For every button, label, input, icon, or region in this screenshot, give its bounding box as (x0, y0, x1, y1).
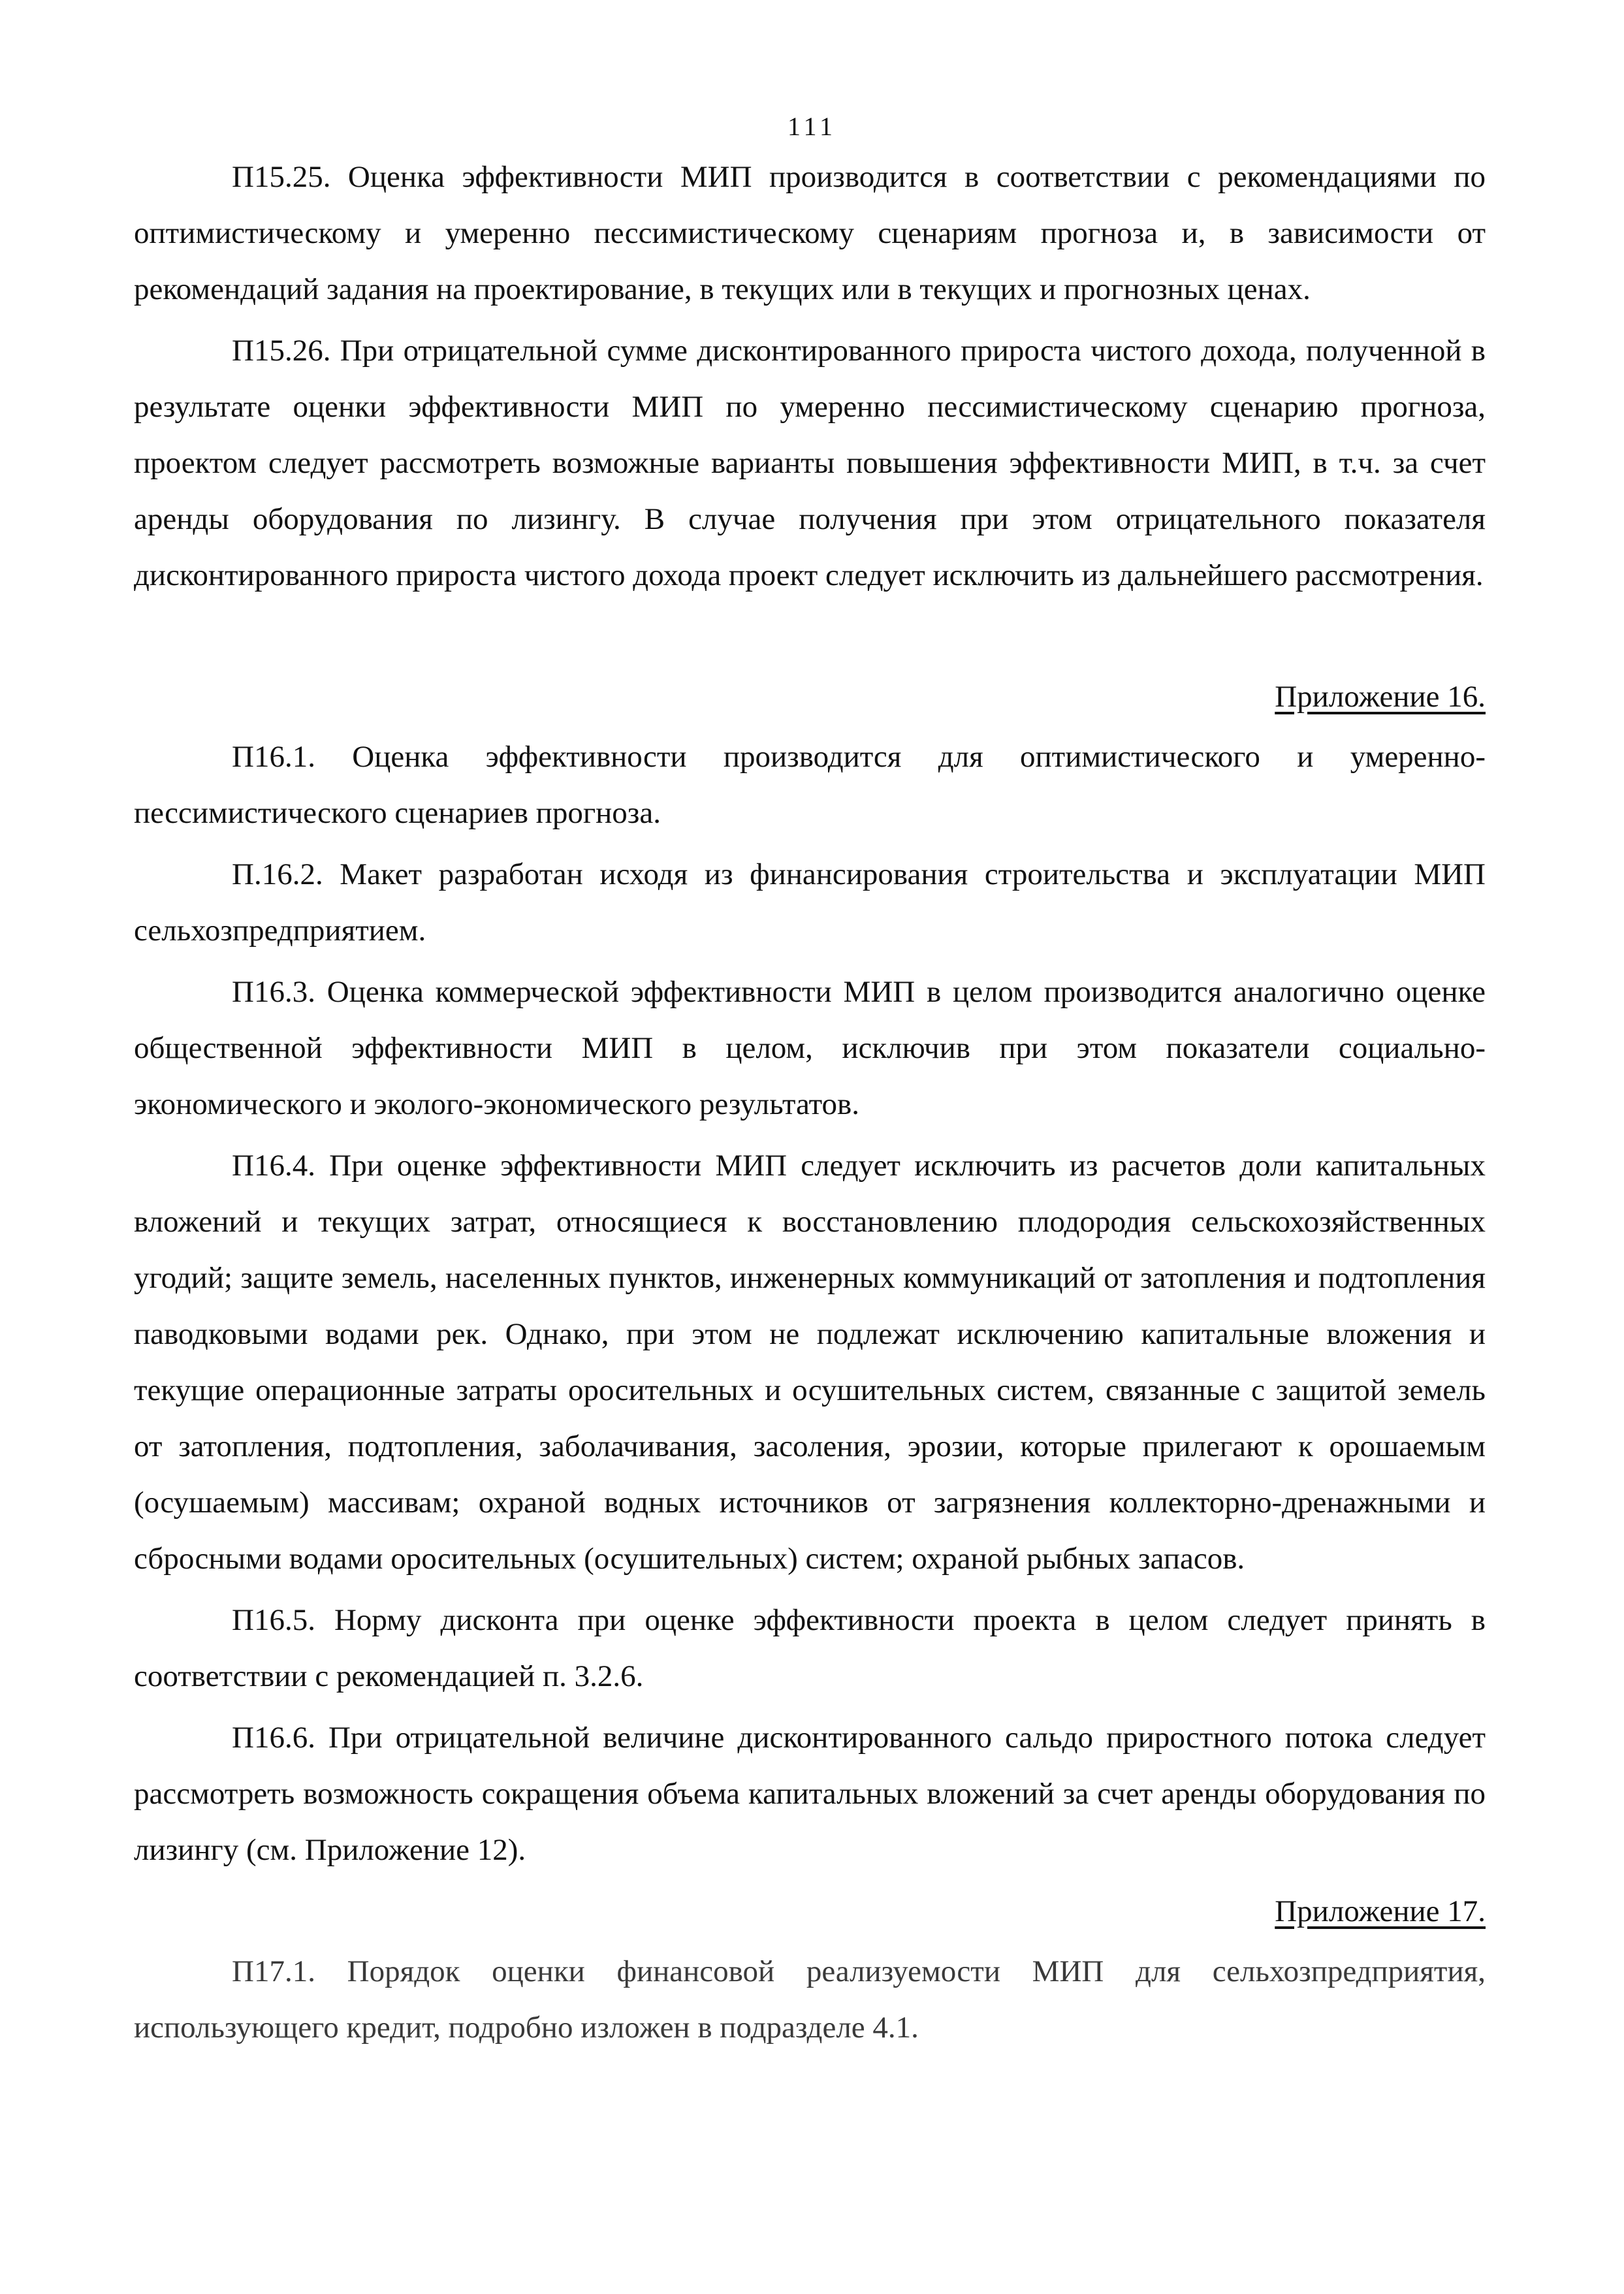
paragraph-p16-4: П16.4. При оценке эффективности МИП следует исключить из расчетов доли капитальных вложений и текущих затрат, относящиеся к восстановлению плодородия сельскохозяйственных угодий; защите земель, населенных пунктов, инженерных коммуникаций от затопления и подтопления паводковыми водами рек. Однако, при этом не подлежат исключению капитальные вложения и текущие операционные затраты оросительных и осушительных систем, связанные с защитой земель от затопления, подтопления, заболачивания, засоления, эрозии, которые прилегают к орошаемым (осушаемым) массивам; охраной водных источников от загрязнения коллекторно-дренажными и сбросными водами оросительных (осушительных) систем; охраной рыбных запасов. (134, 1149, 1486, 1576)
paragraph-p16-1: П16.1. Оценка эффективности производится для оптимистического и умеренно-пессимистического сценариев прогноза. (134, 740, 1486, 830)
paragraph-p15-26: П15.26. При отрицательной сумме дисконтированного прироста чистого дохода, полученной в результате оценки эффективности МИП по умеренно пессимистическому сценарию прогноза, проектом следует рассмотреть возможные варианты повышения эффективности МИП, в т.ч. за счет аренды оборудования по лизингу. В случае получения при этом отрицательного показателя дисконтированного прироста чистого дохода проект следует исключить из дальнейшего рассмотрения. (134, 334, 1486, 592)
document-body (134, 149, 1486, 2061)
paragraph-p16-5: П16.5. Норму дисконта при оценке эффективности проекта в целом следует принять в соответствии с рекомендацией п. 3.2.6. (134, 1603, 1486, 1693)
page-number: 111 (787, 112, 837, 141)
paragraph-p16-3: П16.3. Оценка коммерческой эффективности МИП в целом производится аналогично оценке общественной эффективности МИП в целом, исключив при этом показатели социально-экономического и эколого-экономического результатов. (134, 975, 1486, 1121)
section-gap (134, 609, 1486, 669)
appendix-16-heading: Приложение 16. (1275, 680, 1486, 714)
paragraph-p16-2: П.16.2. Макет разработан исходя из финансирования строительства и эксплуатации МИП сельхозпредприятием. (134, 857, 1486, 948)
paragraph-p15-25: П15.25. Оценка эффективности МИП производится в соответствии с рекомендациями по оптимистическому и умеренно пессимистическому сценариям прогноза и, в зависимости от рекомендаций задания на проектирование, в текущих или в текущих и прогнозных ценах. (134, 160, 1486, 306)
appendix-17-heading: Приложение 17. (1275, 1894, 1486, 1928)
paragraph-p17-1: П17.1. Порядок оценки финансовой реализуемости МИП для сельхозпредприятия, использующего кредит, подробно изложен в подразделе 4.1. (134, 1954, 1486, 2045)
paragraph-p16-6: П16.6. При отрицательной величине дисконтированного сальдо приростного потока следует рассмотреть возможность сокращения объема капитальных вложений за счет аренды оборудования по лизингу (см. Приложение 12). (134, 1721, 1486, 1867)
